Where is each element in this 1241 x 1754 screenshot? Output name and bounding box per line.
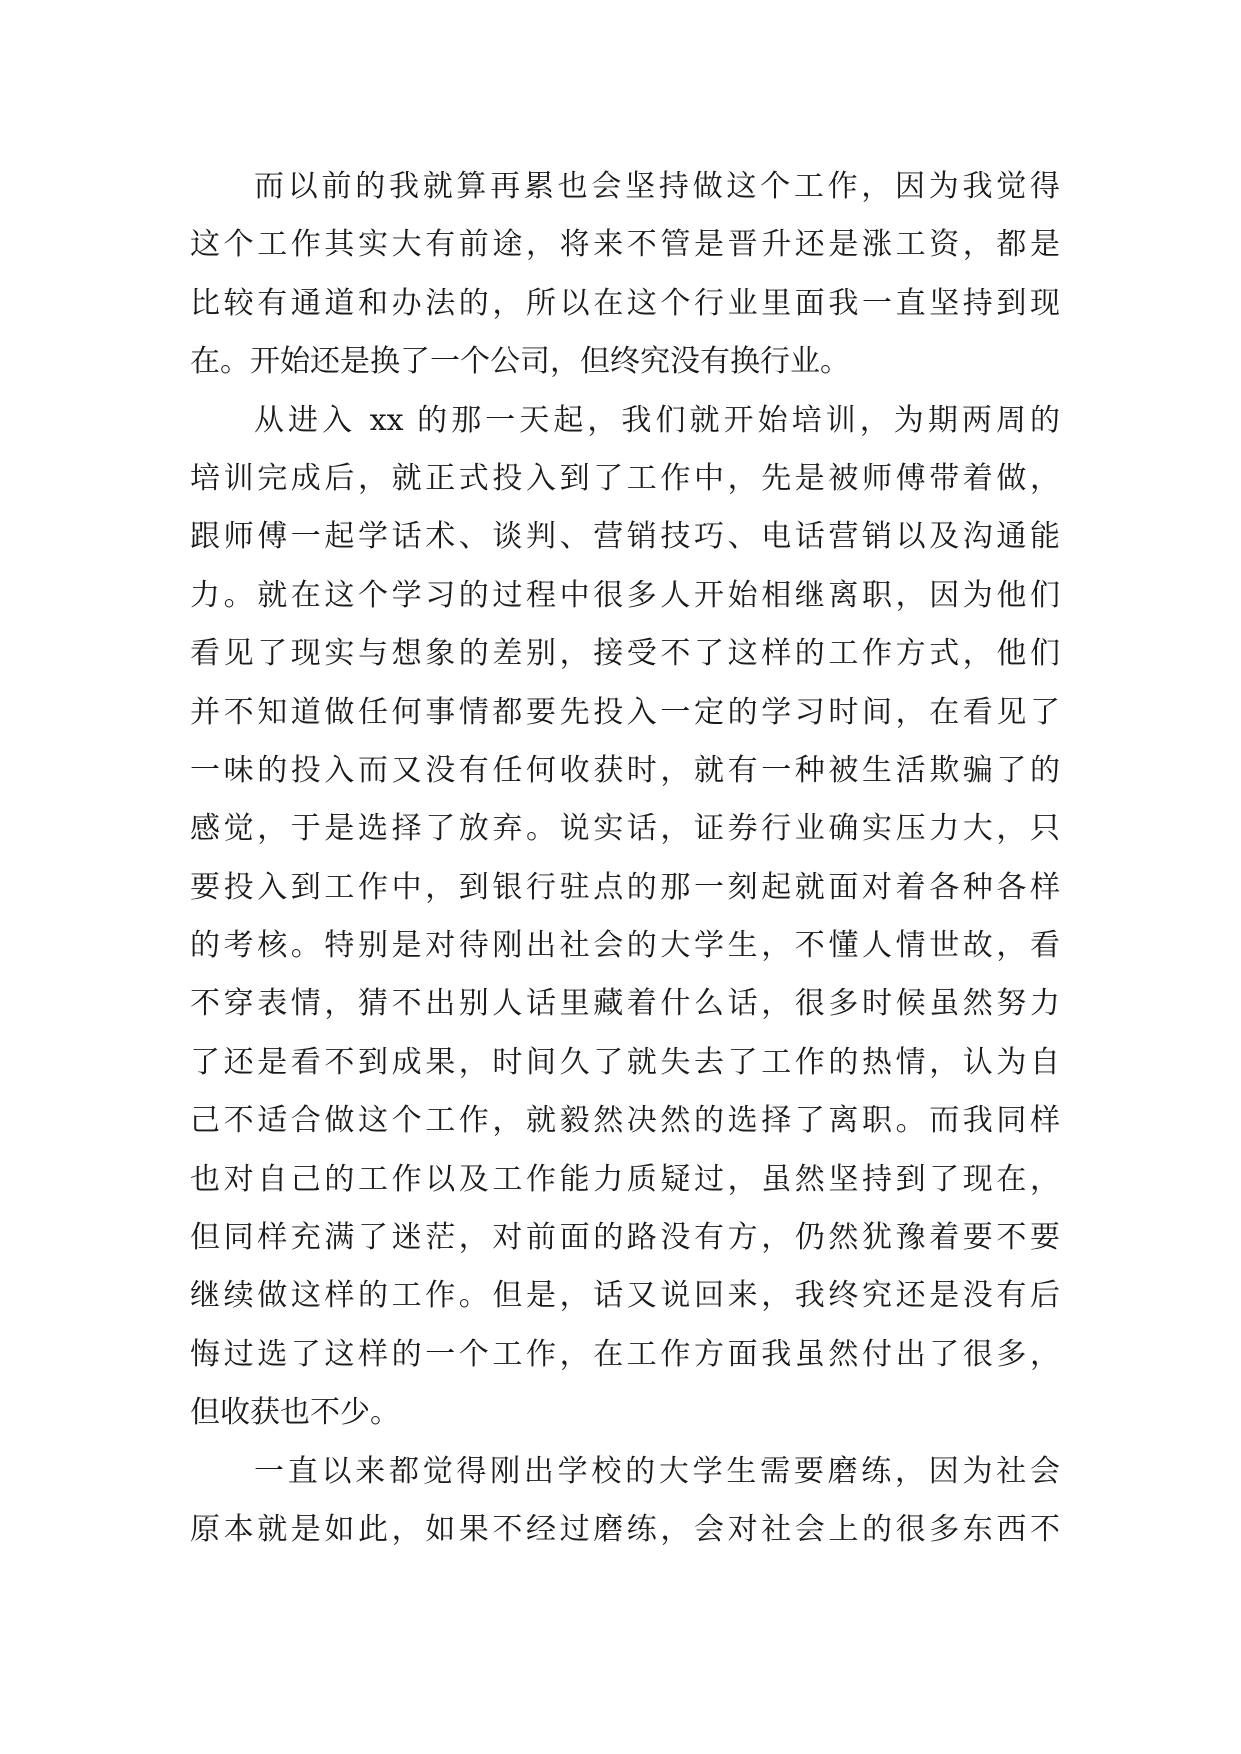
- paragraph-1-line-4: 在。开始还是换了一个公司，但终究没有换行业。: [190, 344, 850, 380]
- paragraph-2-line-7: 一味的投入而又没有任何收获时，就有一种被生活欺骗了的: [190, 752, 1060, 788]
- paragraph-3-line-1: 一直以来都觉得刚出学校的大学生需要磨练，因为社会: [254, 1453, 1060, 1489]
- paragraph-3-line-2: 原本就是如此，如果不经过磨练，会对社会上的很多东西不: [190, 1511, 1060, 1547]
- paragraph-2-line-5: 看见了现实与想象的差别，接受不了这样的工作方式，他们: [190, 636, 1060, 672]
- paragraph-2-line-1: 从进入 xx 的那一天起，我们就开始培训，为期两周的: [254, 402, 1060, 438]
- paragraph-2-line-10: 的考核。特别是对待刚出社会的大学生，不懂人情世故，看: [190, 928, 1060, 964]
- paragraph-2-line-6: 并不知道做任何事情都要先投入一定的学习时间，在看见了: [190, 694, 1060, 730]
- paragraph-2-line-15: 但同样充满了迷茫，对前面的路没有方，仍然犹豫着要不要: [190, 1220, 1060, 1256]
- paragraph-2-line-14: 也对自己的工作以及工作能力质疑过，虽然坚持到了现在，: [190, 1161, 1060, 1197]
- paragraph-2-line-16: 继续做这样的工作。但是，话又说回来，我终究还是没有后: [190, 1278, 1060, 1314]
- paragraph-2-line-11: 不穿表情，猜不出别人话里藏着什么话，很多时候虽然努力: [190, 986, 1060, 1022]
- paragraph-2-line-12: 了还是看不到成果，时间久了就失去了工作的热情，认为自: [190, 1044, 1060, 1080]
- paragraph-1-line-3: 比较有通道和办法的，所以在这个行业里面我一直坚持到现: [190, 285, 1060, 321]
- paragraph-2-line-9: 要投入到工作中，到银行驻点的那一刻起就面对着各种各样: [190, 869, 1060, 905]
- paragraph-2-line-8: 感觉，于是选择了放弃。说实话，证券行业确实压力大，只: [190, 811, 1060, 847]
- paragraph-1-line-1: 而以前的我就算再累也会坚持做这个工作，因为我觉得: [254, 169, 1060, 204]
- paragraph-2-line-3: 跟师傅一起学话术、谈判、营销技巧、电话营销以及沟通能: [190, 519, 1060, 555]
- body-text: [190, 158, 1060, 1559]
- paragraph-2-line-17: 悔过选了这样的一个工作，在工作方面我虽然付出了很多，: [190, 1336, 1060, 1372]
- paragraph-2-line-18: 但收获也不少。: [190, 1395, 400, 1431]
- paragraph-2-line-2: 培训完成后，就正式投入到了工作中，先是被师傅带着做，: [190, 460, 1060, 496]
- paragraph-2-line-13: 己不适合做这个工作，就毅然决然的选择了离职。而我同样: [190, 1103, 1060, 1139]
- paragraph-1-line-2: 这个工作其实大有前途，将来不管是晋升还是涨工资，都是: [190, 227, 1060, 263]
- paragraph-2-line-4: 力。就在这个学习的过程中很多人开始相继离职，因为他们: [190, 577, 1060, 613]
